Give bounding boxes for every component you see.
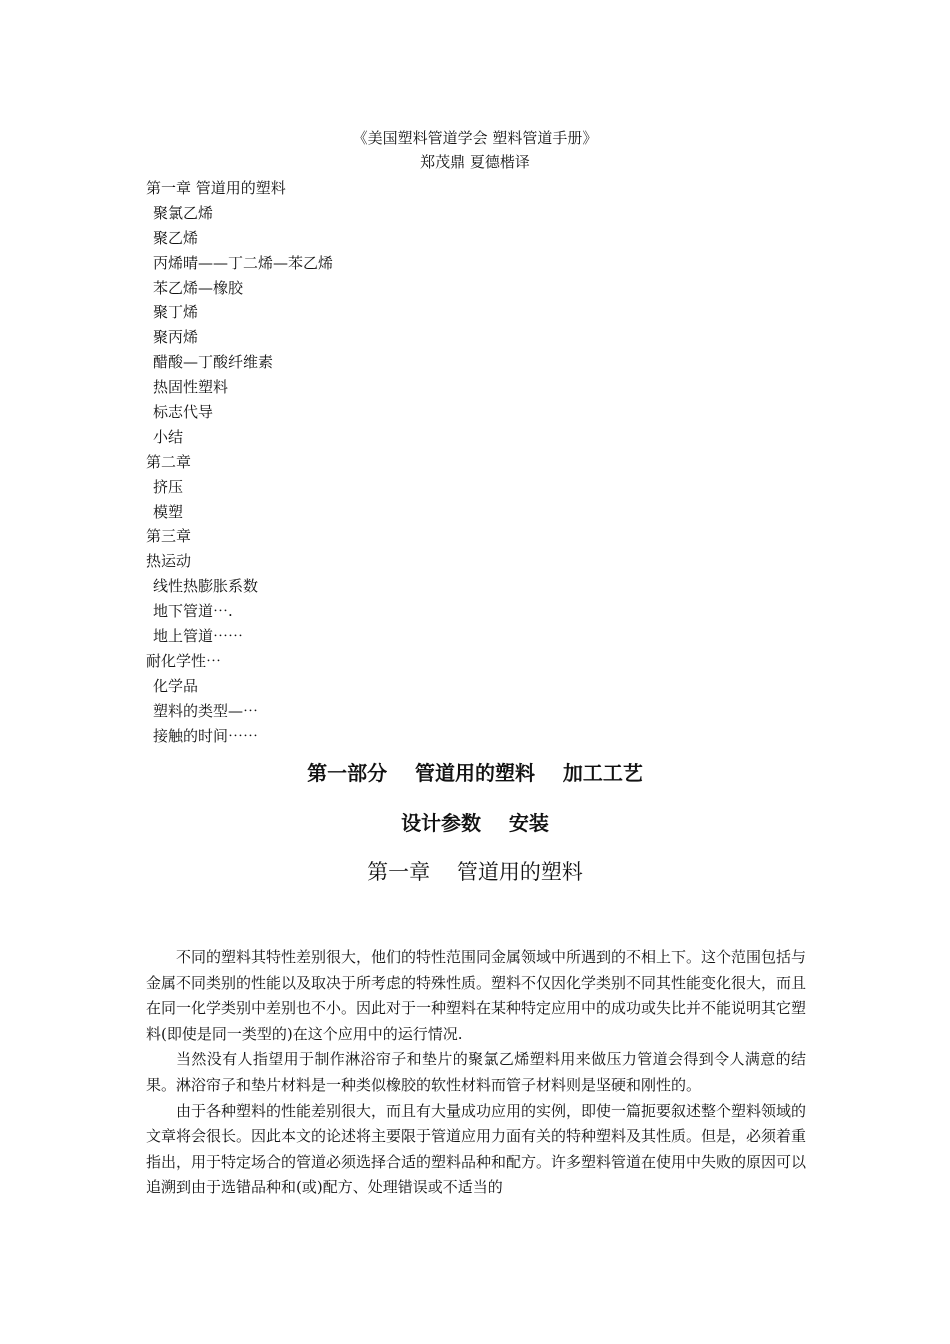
toc-item: 聚丁烯: [153, 303, 199, 322]
toc-item: 聚丙烯: [153, 328, 199, 347]
toc-item: 模塑: [153, 502, 184, 521]
toc-item: 聚乙烯: [153, 228, 199, 247]
toc-item: 第一章 管道用的塑料: [146, 179, 286, 197]
toc-item: 小结: [153, 427, 184, 446]
toc-item: 地上管道⋯⋯: [153, 627, 244, 646]
toc-item: 热运动: [146, 552, 192, 571]
chapter-heading: 第一章 管道用的塑料: [367, 860, 583, 884]
translator-line: 郑茂鼎 夏德楷译: [420, 153, 530, 171]
paragraph: 当然没有人指望用于制作淋浴帘子和垫片的聚氯乙烯塑料用来做压力管道会得到令人满意的结果。淋浴帘子和垫片材料是一种类似橡胶的软性材料而管子材料则是坚硬和刚性的。: [146, 1050, 806, 1094]
table-of-contents: [146, 176, 333, 748]
toc-item: 聚氯乙烯: [153, 203, 214, 222]
part-heading: 第一部分 管道用的塑料 加工工艺: [307, 761, 643, 785]
toc-item: 醋酸—丁酸纤维素: [153, 353, 274, 372]
book-title: 《美国塑料管道学会 塑料管道手册》: [352, 129, 598, 147]
toc-item: 化学品: [153, 676, 199, 695]
toc-item: 苯乙烯—橡胶: [153, 278, 244, 297]
paragraph: 由于各种塑料的性能差别很大，而且有大量成功应用的实例，即使一篇扼要叙述整个塑料领域的文章将会很长。因此本文的论述将主要限于管道应用力面有关的特种塑料及其性质。但是，必须着重指出，用于特定场合的管道必须选择合适的塑料品种和配方。许多塑料管道在使用中失败的原因可以追溯到由于选错品种和(或)配方、处理错误或不适当的: [146, 1101, 807, 1197]
toc-item: 标志代导: [153, 403, 214, 422]
part-subheading: 设计参数 安装: [401, 811, 549, 835]
toc-item: 线性热膨胀系数: [153, 577, 259, 596]
toc-item: 地下管道⋯.: [153, 602, 233, 621]
toc-item: 塑料的类型—⋯: [153, 701, 259, 720]
toc-item: 耐化学性⋯: [146, 651, 222, 670]
body-text: [146, 945, 806, 1201]
toc-item: 第二章: [146, 452, 192, 471]
toc-item: 第三章: [146, 527, 192, 546]
paragraph: 不同的塑料其特性差别很大，他们的特性范围同金属领域中所遇到的不相上下。这个范围包括与金属不同类别的性能以及取决于所考虑的特殊性质。塑料不仅因化学类别不同其性能变化很大，而且在同一化学类别中差别也不小。因此对于一种塑料在某种特定应用中的成功或失比并不能说明其它塑料(即使是同一类型的)在这个应用中的运行情况.: [146, 948, 807, 1043]
toc-item: 接触的时间⋯⋯: [153, 726, 259, 745]
toc-item: 挤压: [153, 477, 184, 496]
toc-item: 丙烯晴——丁二烯—苯乙烯: [153, 253, 334, 272]
toc-item: 热固性塑料: [153, 378, 229, 397]
